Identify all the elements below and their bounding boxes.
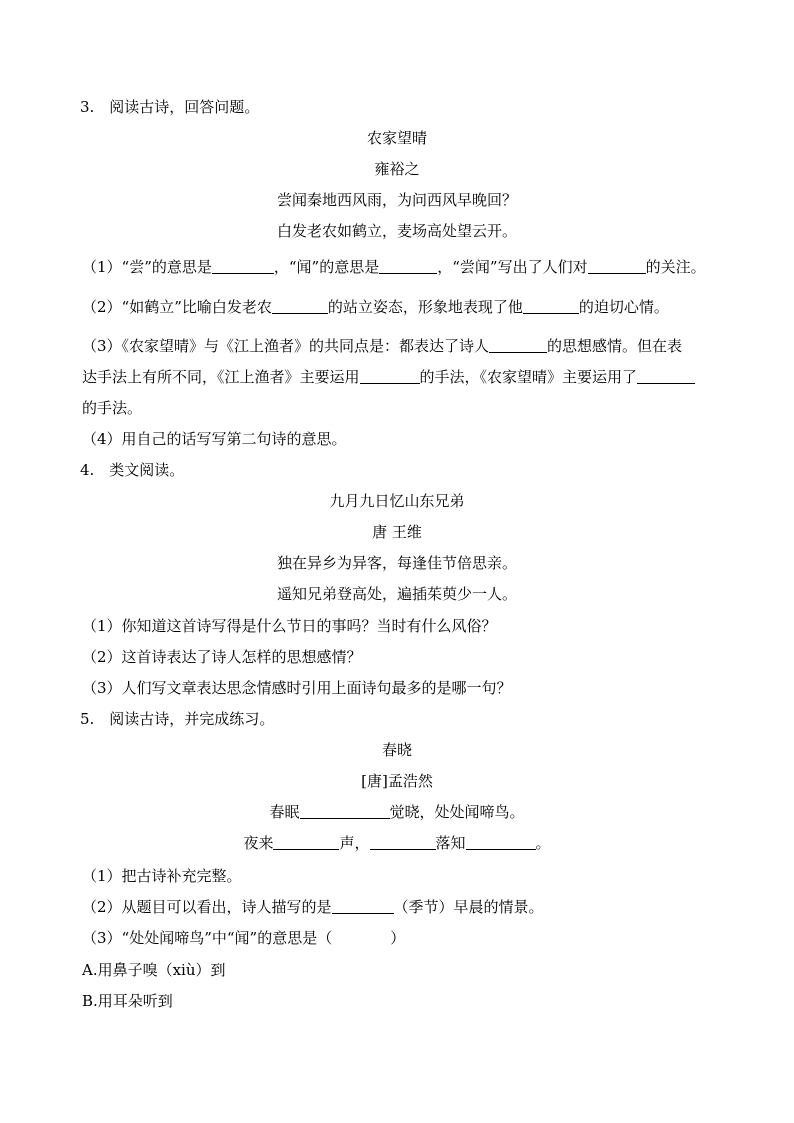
- q4-poem-line-2: 遥知兄弟登高处，遍插茱萸少一人。: [276, 585, 517, 603]
- q4-subquestion-3: （3）人们写文章表达思念情感时引用上面诗句最多的是哪一句？: [82, 679, 512, 697]
- q4-subquestion-2: （2）这首诗表达了诗人怎样的思想感情？: [82, 648, 362, 666]
- text-segment: ，“闻”的意思是: [273, 258, 380, 276]
- text-segment: 春眠: [269, 803, 300, 821]
- q3-subquestion-1: [82, 257, 706, 277]
- q3-poem-author: 雍裕之: [374, 160, 420, 178]
- text-segment: （1）“尝”的意思是: [82, 258, 212, 276]
- q5-poem-title: 春晓: [381, 741, 412, 759]
- q3-heading: 3. 阅读古诗，回答问题。: [80, 98, 260, 116]
- text-segment: 觉晓，处处闻啼鸟。: [389, 803, 525, 821]
- q5-subquestion-1: （1）把古诗补充完整。: [82, 867, 242, 885]
- text-segment: ）: [390, 929, 406, 947]
- q4-poem-title: 九月九日忆山东兄弟: [329, 492, 465, 510]
- answer-blank[interactable]: [300, 803, 390, 819]
- answer-blank[interactable]: [379, 258, 437, 274]
- q3-subquestion-3-line-2: [82, 367, 695, 387]
- answer-blank[interactable]: [466, 834, 536, 850]
- answer-blank[interactable]: [360, 368, 420, 384]
- answer-blank[interactable]: [370, 834, 436, 850]
- q5-poem-line-1: [0, 802, 794, 822]
- q5-heading: 5. 阅读古诗，并完成练习。: [80, 710, 275, 728]
- q4-poem-line-1: 独在异乡为异客，每逢佳节倍思亲。: [276, 554, 517, 572]
- q3-subquestion-4: （4）用自己的话写写第二句诗的意思。: [82, 430, 347, 448]
- q3-poem-line-1: 尝闻秦地西风雨，为问西风早晚回？: [276, 191, 517, 209]
- text-segment: 。: [535, 834, 551, 852]
- answer-blank[interactable]: [489, 337, 547, 353]
- text-segment: 的手法，《农家望晴》主要运用了: [419, 368, 638, 386]
- q3-subquestion-3-line-1: [82, 336, 682, 356]
- text-segment: 的关注。: [645, 258, 706, 276]
- answer-blank[interactable]: [588, 258, 646, 274]
- q5-option-b[interactable]: B.用耳朵听到: [82, 992, 173, 1010]
- q5-poem-author: [唐]孟浩然: [361, 772, 433, 790]
- answer-blank[interactable]: [272, 298, 328, 314]
- text-segment: （2）从题目可以看出，诗人描写的是: [82, 898, 332, 916]
- text-segment: 的思想感情。但在表: [547, 337, 683, 355]
- answer-blank[interactable]: [637, 368, 695, 384]
- answer-blank[interactable]: [273, 834, 339, 850]
- q5-option-a[interactable]: A.用鼻子嗅（xiù）到: [82, 961, 226, 979]
- text-segment: 的迫切心情。: [578, 298, 669, 316]
- q3-poem-title: 农家望晴: [366, 129, 427, 147]
- answer-blank[interactable]: [332, 898, 394, 914]
- q5-poem-line-2: [0, 833, 794, 853]
- text-segment: 达手法上有所不同，《江上渔者》主要运用: [82, 368, 360, 386]
- q4-poem-author: 唐 王维: [372, 523, 422, 541]
- q3-subquestion-3-line-3: 的手法。: [82, 399, 143, 417]
- text-segment: 声，: [339, 834, 370, 852]
- q5-subquestion-3: [82, 928, 405, 948]
- text-segment: （季节）早晨的情景。: [393, 898, 544, 916]
- q4-subquestion-1: （1）你知道这首诗写得是什么节日的事吗？当时有什么风俗？: [82, 617, 497, 635]
- q4-heading: 4. 类文阅读。: [80, 461, 185, 479]
- text-segment: （3）“处处闻啼鸟”中“闻”的意思是（: [82, 929, 333, 947]
- text-segment: 夜来: [243, 834, 274, 852]
- answer-blank[interactable]: [523, 298, 579, 314]
- q3-poem-line-2: 白发老农如鹤立，麦场高处望云开。: [276, 222, 517, 240]
- q5-subquestion-2: [82, 897, 544, 917]
- text-segment: （3）《农家望晴》与《江上渔者》的共同点是：都表达了诗人: [82, 337, 490, 355]
- text-segment: 落知: [435, 834, 466, 852]
- answer-blank[interactable]: [212, 258, 274, 274]
- text-segment: ，“尝闻”写出了人们对: [437, 258, 588, 276]
- text-segment: 的站立姿态，形象地表现了他: [327, 298, 523, 316]
- q3-subquestion-2: [82, 297, 669, 317]
- text-segment: （2）“如鹤立”比喻白发老农: [82, 298, 272, 316]
